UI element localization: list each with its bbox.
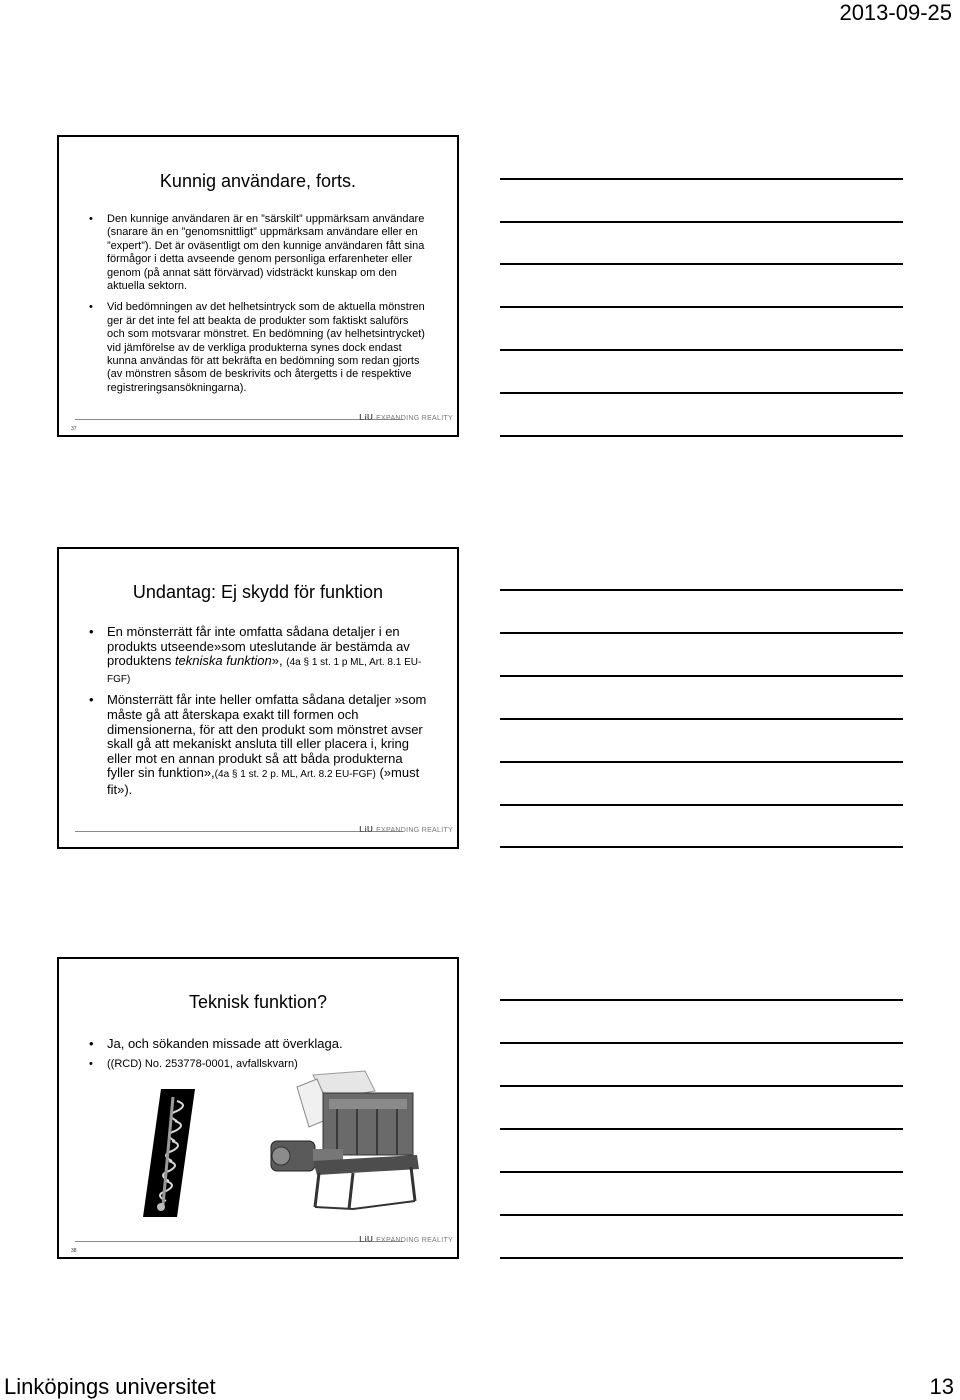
slide-undantag	[57, 547, 459, 849]
note-line	[500, 1085, 903, 1087]
note-line	[500, 1171, 903, 1173]
liu-logo: LiU EXPANDING REALITY	[359, 825, 453, 834]
note-line	[500, 761, 903, 763]
note-line	[500, 349, 903, 351]
note-line	[500, 435, 903, 437]
liu-logo: LiU EXPANDING REALITY	[359, 1235, 453, 1244]
bullet-text: En mönsterrätt får inte omfatta sådana detaljer i en produkts utseende»som uteslutande är bestämda av produktens	[107, 624, 410, 669]
note-line	[500, 632, 903, 634]
footer-organization: Linköpings universitet	[4, 1374, 216, 1399]
screw-conveyor-image	[137, 1087, 199, 1219]
note-line	[500, 306, 903, 308]
note-line	[500, 846, 903, 848]
note-line	[500, 221, 903, 223]
page-date: 2013-09-25	[839, 0, 952, 25]
note-line	[500, 675, 903, 677]
note-line	[500, 263, 903, 265]
logo-divider	[75, 1241, 403, 1242]
legal-reference: (4a § 1 st. 1 p ML, Art. 8.1 EU-FGF)	[107, 657, 422, 685]
bullet-item: • Vid bedömningen av det helhetsintryck som de aktuella mönstren ger är det inte fel att beakta de produkter som faktiskt saluförs och som motsvarar mönstret. En bedömning (av helhetsintrycket) vid jämförelse av de verkliga produkterna synes dock endast kunna användas för att bekräfta en bedömning som redan gjorts (av mönstren såsom de beskrivits och återgetts i de respektive registreringsansökningarna).	[89, 301, 427, 395]
note-line	[500, 804, 903, 806]
note-line	[500, 999, 903, 1001]
note-line	[500, 1128, 903, 1130]
liu-logo: LiU EXPANDING REALITY	[359, 413, 453, 422]
bullet-text: Mönsterrätt får inte heller omfatta sådana detaljer »som måste gå att återskapa exakt till formen och dimensionerna, för att den produkt som mönstret avser skall gå att mekaniskt ansluta till eller placera i, kring eller mot en annan produkt så att båda produkterna fyller sin funktion»,	[107, 692, 427, 781]
slide-title: Kunnig användare, forts.	[159, 171, 357, 191]
note-line	[500, 1257, 903, 1259]
logo-divider	[75, 419, 403, 420]
emphasis-text: tekniska funktion	[174, 653, 272, 669]
bullet-item: • ((RCD) No. 253778-0001, avfallskvarn)	[89, 1057, 427, 1072]
bullet-list	[89, 213, 427, 395]
legal-reference: (4a § 1 st. 2 p. ML, Art. 8.2 EU-FGF)	[214, 769, 376, 781]
slide-number: 38	[71, 1248, 77, 1254]
slide-38	[57, 957, 459, 1259]
slide-number: 37	[71, 426, 77, 432]
slide-title: Undantag: Ej skydd för funktion	[132, 582, 384, 602]
bullet-tail: (»must fit»).	[107, 765, 420, 797]
bullet-item	[89, 625, 431, 687]
bullet-item	[89, 693, 431, 797]
footer-page-number: 13	[929, 1374, 954, 1399]
slide-title: Teknisk funktion?	[188, 992, 328, 1012]
shredder-machine-image	[257, 1069, 425, 1211]
note-line	[500, 718, 903, 720]
bullet-item: • Ja, och sökanden missade att överklaga.	[89, 1036, 427, 1051]
bullet-text-after: »,	[271, 653, 287, 669]
bullet-item: • Den kunnige användaren är en ”särskilt” uppmärksam användare (snarare än en ”genomsnittligt” uppmärksam användare eller en ”expert”). Det är oväsentligt om den kunnige användaren fått sina förmågor i detta avseende genom personliga erfarenheter eller genom (på annat sätt förvärvad) vidsträckt kunskap om den aktuella sektorn.	[89, 213, 427, 293]
bullet-list	[89, 1036, 427, 1072]
note-line	[500, 178, 903, 180]
note-line	[500, 589, 903, 591]
note-line	[500, 1042, 903, 1044]
bullet-list	[89, 625, 431, 798]
note-line	[500, 1214, 903, 1216]
logo-divider	[75, 831, 403, 832]
slide-37	[57, 135, 459, 437]
note-line	[500, 392, 903, 394]
